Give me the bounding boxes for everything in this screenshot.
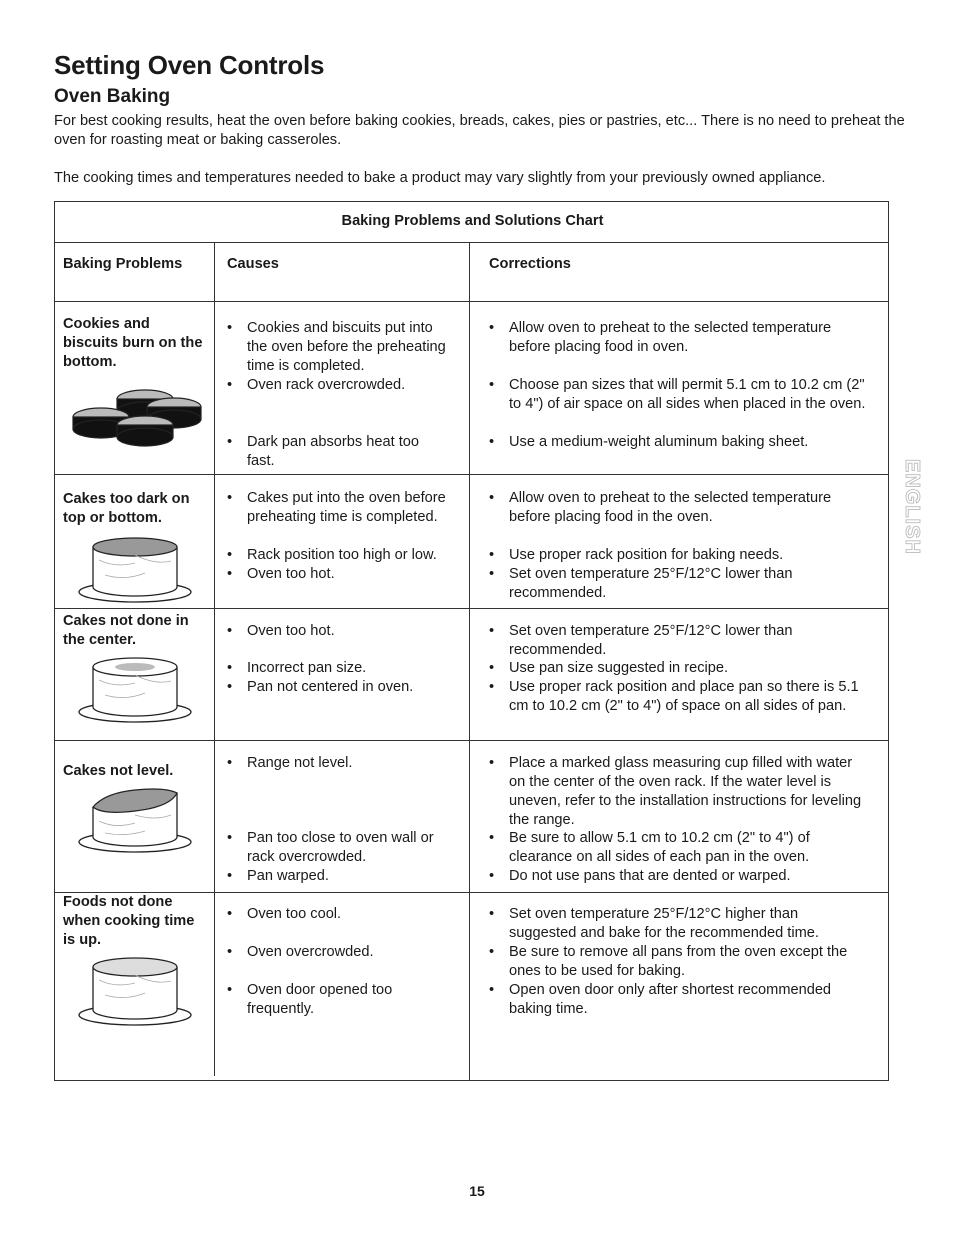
intro-paragraph: For best cooking results, heat the oven before baking cookies, breads, cakes, pies or pastries, etc... There is no need to preheat the oven for roasting meat or baking casseroles. [54,113,905,148]
problem-cookies-burn: Cookies and biscuits burn on the bottom. [63,316,203,370]
problem-foods-not-done: Foods not done when cooking time is up. [63,894,195,948]
header-baking-problems: Baking Problems [63,256,183,272]
header-corrections: Corrections [489,256,571,272]
cookies-illustration [67,385,207,455]
chart-title: Baking Problems and Solutions Chart [341,213,604,229]
header-causes: Causes [227,256,279,272]
page-title: Setting Oven Controls [54,50,325,80]
intro-paragraph-2: The cooking times and temperatures needed to bake a product may vary slightly from your previously owned appliance. [54,170,826,186]
cake-not-level-illustration [75,785,195,857]
problem-cakes-not-done: Cakes not done in the center. [63,613,189,648]
cake-underdone-illustration [75,955,195,1031]
cake-not-done-illustration [75,655,195,727]
problem-cakes-not-level: Cakes not level. [63,763,174,779]
section-title: Oven Baking [54,86,171,107]
side-tab-english [893,455,923,575]
svg-text:ENGLISH: ENGLISH [901,459,923,555]
cake-dark-illustration [75,535,195,605]
baking-problems-chart: Baking Problems and Solutions Chart Baking Problems Causes Corrections Cookies and biscuits burn on the bottom. • Cookies and biscuits put into the oven before the preheating time is completed. • Oven rack overcrowded. • Dark pan absorbs heat too fast. • Allow oven to preheat to the selected temperature before placing food in oven. • Choose pan sizes that will permit 5.1 cm to 10.2 cm (2" to 4") of air space on all sides when placed in the oven. • Use a medium-weight aluminum baking sheet. Cakes too dark on top or bottom. • Cakes put into the oven before preheating time is completed. • Rack position too high or low. • Oven too hot. • Allow oven to preheat to the selected temperature before placing food in the oven. • Use proper rack position for baking needs. • Set oven temperature 25°F/12°C lower than recommended. Cakes not done in the center. • Oven too hot. • Incorrect pan size. • Pan not centered in oven. • Set oven temperature 25°F/12°C lower than recommended. • Use pan size suggested in recipe. • Use proper rack position and place pan so there is 5.1 cm to 10.2 cm (2" to 4") of space on all sides of pan. Cakes not level. • Range not level. • Pan too close to oven wall or rack overcrowded. • Pan warped. • Place a marked glass measuring cup filled with water on the center of the oven rack. If the water level is uneven, refer to the installation instructions for leveling the range. • Be sure to allow 5.1 cm to 10.2 cm (2" to 4") of clearance on all sides of each pan in the oven. • Do not use pans that are dented or warped. Foods not done when cooking time is up. • Oven too cool. • Oven overcrowded. • Oven door opened too frequently. • Set oven temperature 25°F/12°C higher than suggested and bake for the recommended time. • Be sure to remove all pans from the oven except the ones to be used for baking. • Open oven door only after shortest recommended baking time. [54,201,889,1081]
page-number: 15 [469,1183,485,1199]
problem-cakes-too-dark: Cakes too dark on top or bottom. [63,491,190,526]
